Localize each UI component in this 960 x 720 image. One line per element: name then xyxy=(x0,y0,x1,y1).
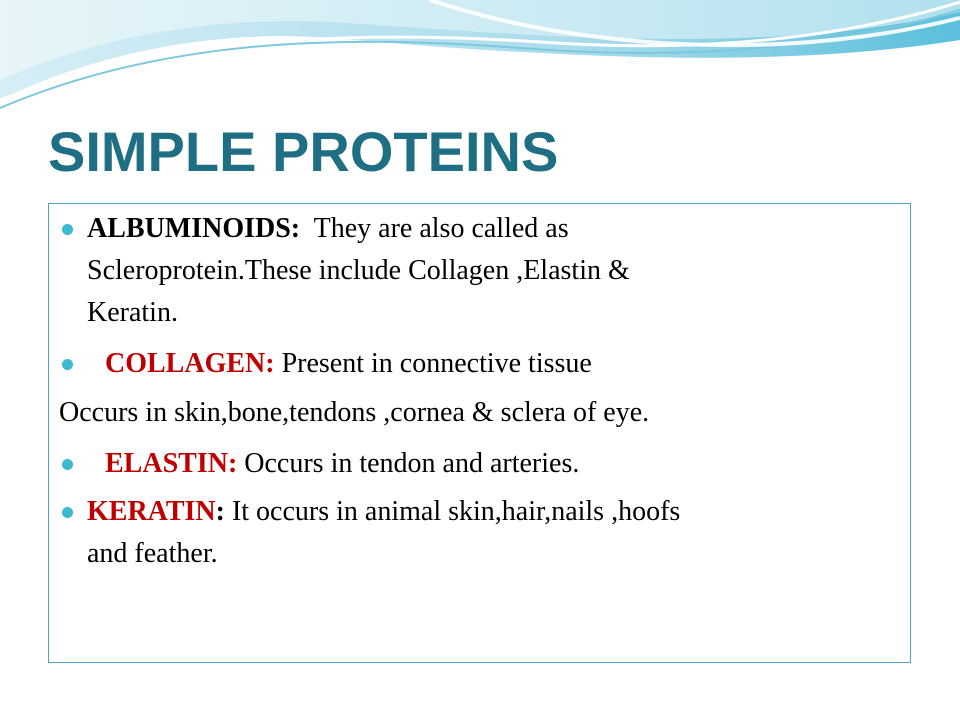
elastin-text: Occurs in tendon and arteries. xyxy=(244,448,580,479)
albuminoids-line-2: Scleroprotein.These include Collagen ,Elastin & xyxy=(87,255,630,286)
albuminoids-text-1: They are also called as xyxy=(313,213,569,244)
content-box xyxy=(48,203,911,663)
elastin-line xyxy=(49,445,579,483)
elastin-term: ELASTIN: xyxy=(105,448,238,479)
albuminoids-line-1 xyxy=(49,210,569,248)
albuminoids-line-3: Keratin. xyxy=(87,297,178,328)
collagen-text: Present in connective tissue xyxy=(281,348,592,379)
keratin-line-2: and feather. xyxy=(87,538,218,569)
occurs-line: Occurs in skin,bone,tendons ,cornea & sclera of eye. xyxy=(59,397,650,428)
keratin-line-1 xyxy=(49,493,680,531)
keratin-colon: : xyxy=(215,496,225,527)
decorative-wave-header xyxy=(0,0,960,110)
slide-title: SIMPLE PROTEINS xyxy=(48,120,559,183)
keratin-text-1: It occurs in animal skin,hair,nails ,hoofs xyxy=(231,496,681,527)
collagen-term: COLLAGEN: xyxy=(105,348,275,379)
collagen-line xyxy=(49,345,592,383)
albuminoids-term: ALBUMINOIDS: xyxy=(87,213,301,244)
keratin-term: KERATIN xyxy=(87,496,216,527)
